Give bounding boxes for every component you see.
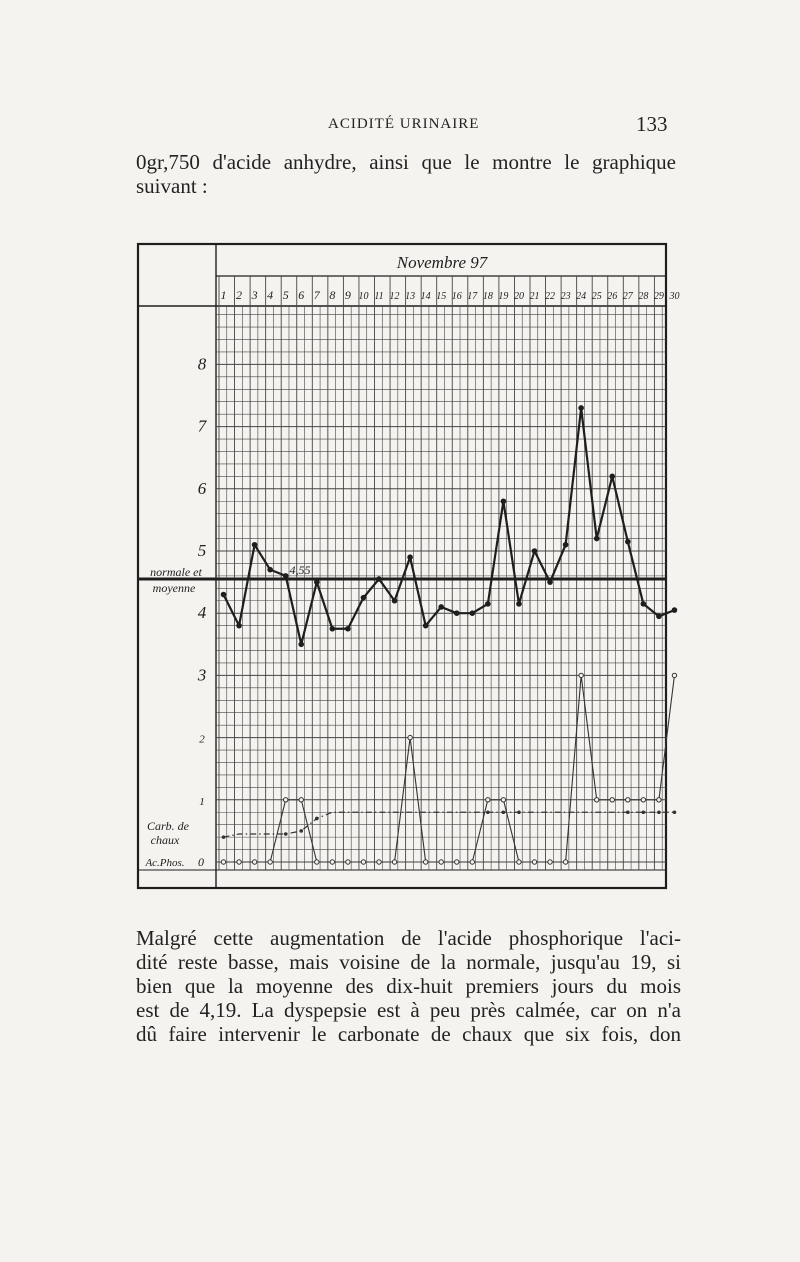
- phosphoric-point: [408, 735, 412, 739]
- carbonate-point: [486, 810, 490, 814]
- chart-frame: [138, 244, 666, 888]
- text-line: suivant :: [136, 174, 208, 198]
- phosphoric-point: [501, 798, 505, 802]
- y-tick-label: 1: [199, 795, 205, 808]
- acidity-point: [672, 607, 678, 613]
- acidity-point: [656, 614, 662, 620]
- acidity-point: [423, 623, 429, 629]
- acidity-point: [283, 573, 289, 579]
- phosphoric-point: [548, 860, 552, 864]
- acidity-point: [298, 642, 304, 648]
- x-tick-label: 7: [313, 288, 320, 302]
- phosphoric-line: [224, 675, 675, 862]
- y-tick-label: 8: [197, 354, 207, 374]
- carbonate-point: [673, 810, 677, 814]
- acidity-point: [532, 548, 538, 554]
- carbonate-point: [626, 810, 630, 814]
- phosphoric-point: [237, 860, 241, 864]
- carb-row-label-2: chaux: [150, 833, 180, 847]
- x-tick-label: 27: [622, 291, 633, 302]
- phosphoric-point: [595, 798, 599, 802]
- x-tick-label: 30: [669, 291, 680, 302]
- acidity-point: [547, 579, 553, 585]
- acidity-point: [345, 626, 351, 632]
- acidity-point: [252, 542, 258, 548]
- phosphoric-point: [517, 860, 521, 864]
- acidity-point: [267, 567, 273, 573]
- x-tick-label: 11: [374, 291, 384, 302]
- phosphoric-point: [252, 860, 256, 864]
- x-tick-label: 16: [451, 291, 462, 302]
- y-tick-label: 6: [197, 478, 207, 498]
- carbonate-point: [502, 810, 506, 814]
- phosphoric-point: [579, 673, 583, 677]
- phosphoric-point: [423, 860, 427, 864]
- running-title: ACIDITÉ URINAIRE: [328, 116, 480, 132]
- text-line: bien que la moyenne des dix-huit premiers jours du mois: [136, 974, 681, 998]
- x-tick-label: 4: [267, 288, 274, 302]
- y-tick-label: 0: [198, 855, 204, 869]
- x-tick-label: 22: [545, 291, 556, 302]
- acidity-point: [392, 598, 398, 604]
- x-tick-label: 17: [467, 291, 478, 302]
- acidity-point: [501, 498, 507, 504]
- acidity-point: [454, 610, 460, 616]
- acidity-point: [563, 542, 569, 548]
- text-line: dité reste basse, mais voisine de la normale, jusqu'au 19, si: [136, 950, 681, 974]
- phos-row-label: Ac.Phos.: [145, 857, 185, 869]
- x-tick-label: 10: [358, 291, 369, 302]
- phosphoric-point: [299, 798, 303, 802]
- y-tick-label: 5: [197, 541, 207, 560]
- x-tick-label: 21: [529, 291, 540, 302]
- acidity-point: [221, 592, 227, 598]
- carbonate-point: [284, 832, 288, 836]
- phosphoric-point: [563, 860, 567, 864]
- normal-row-label: normale et: [150, 565, 202, 579]
- x-tick-label: 13: [405, 291, 416, 302]
- acidity-point: [609, 474, 615, 480]
- x-tick-label: 24: [576, 291, 587, 302]
- x-tick-label: 9: [344, 288, 351, 302]
- x-tick-label: 26: [607, 291, 618, 302]
- acidity-point: [438, 604, 444, 610]
- acidity-point: [236, 623, 242, 629]
- frame-border: [138, 244, 666, 888]
- acidity-point: [516, 601, 522, 607]
- y-tick-label: 3: [197, 665, 207, 685]
- carbonate-point: [657, 810, 661, 814]
- x-tick-label: 28: [638, 291, 649, 302]
- chart-grid: [216, 276, 666, 870]
- x-tick-label: 6: [298, 288, 305, 302]
- acidity-point: [470, 610, 476, 616]
- page-number: 133: [636, 112, 668, 136]
- phosphoric-point: [672, 673, 676, 677]
- x-tick-label: 5: [282, 288, 289, 302]
- x-tick-label: 20: [513, 291, 524, 302]
- phosphoric-point: [392, 860, 396, 864]
- acidity-point: [361, 595, 367, 601]
- phosphoric-point: [610, 798, 614, 802]
- acidity-point: [578, 405, 584, 411]
- carbonate-point: [642, 810, 646, 814]
- phosphoric-point: [532, 860, 536, 864]
- y-tick-label: 7: [197, 416, 207, 436]
- y-tick-label: 2: [199, 733, 205, 746]
- acidity-point: [376, 576, 382, 582]
- x-tick-label: 23: [560, 291, 571, 302]
- phosphoric-point: [284, 798, 288, 802]
- text-line: Malgré cette augmentation de l'acide phosphorique l'aci-: [136, 926, 681, 950]
- phosphoric-point: [657, 798, 661, 802]
- phosphoric-point: [377, 860, 381, 864]
- x-tick-label: 29: [653, 291, 664, 302]
- acidity-point: [485, 601, 491, 607]
- chart-title: Novembre 97: [396, 253, 488, 272]
- body-paragraph: [136, 926, 681, 1046]
- phosphoric-point: [486, 798, 490, 802]
- phosphoric-point: [439, 860, 443, 864]
- normal-value-label: 4,55: [289, 562, 311, 577]
- x-tick-label: 25: [591, 291, 602, 302]
- phosphoric-point: [626, 798, 630, 802]
- carb-row-label: Carb. de: [147, 819, 189, 833]
- phosphoric-point: [268, 860, 272, 864]
- x-tick-label: 3: [251, 288, 258, 302]
- normal-row-label-2: moyenne: [152, 581, 196, 595]
- x-tick-label: 19: [498, 291, 509, 302]
- phosphoric-point: [641, 798, 645, 802]
- acidity-point: [314, 579, 320, 585]
- text-line: dû faire intervenir le carbonate de chaux que six fois, don: [136, 1022, 681, 1046]
- phosphoric-point: [361, 860, 365, 864]
- phosphoric-point: [315, 860, 319, 864]
- carbonate-point: [517, 810, 521, 814]
- phosphoric-point: [455, 860, 459, 864]
- acidity-point: [594, 536, 600, 542]
- x-tick-label: 14: [420, 291, 431, 302]
- phosphoric-point: [346, 860, 350, 864]
- x-tick-label: 18: [482, 291, 493, 302]
- x-tick-label: 15: [436, 291, 447, 302]
- phosphoric-point: [221, 860, 225, 864]
- carbonate-point: [315, 817, 319, 821]
- acidity-point: [641, 601, 647, 607]
- x-tick-label: 8: [329, 288, 336, 302]
- acidity-point: [330, 626, 336, 632]
- text-line: est de 4,19. La dyspepsie est à peu près calmée, car on n'a: [136, 998, 681, 1022]
- acidity-point: [625, 539, 631, 545]
- acidity-point: [407, 554, 413, 560]
- x-tick-label: 12: [389, 291, 400, 302]
- x-tick-label: 2: [236, 288, 243, 302]
- phosphoric-point: [470, 860, 474, 864]
- phosphoric-point: [330, 860, 334, 864]
- carbonate-point: [222, 835, 226, 839]
- text-line: 0gr,750 d'acide anhydre, ainsi que le montre le graphique: [136, 150, 676, 174]
- y-tick-label: 4: [197, 603, 207, 623]
- carbonate-point: [299, 829, 303, 833]
- x-tick-label: 1: [220, 288, 227, 302]
